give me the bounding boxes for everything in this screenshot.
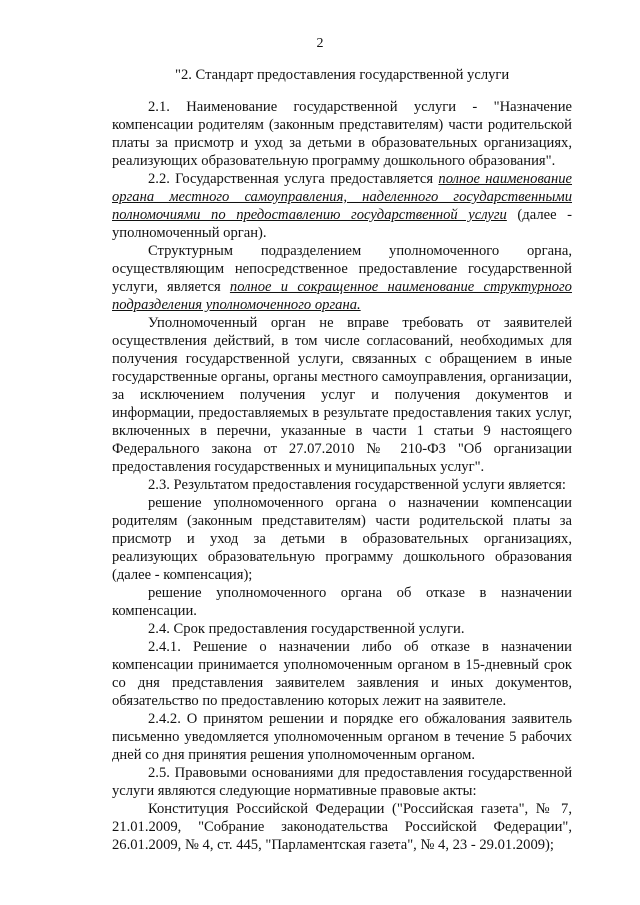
paragraph-p10 [112,710,572,764]
page-number: 2 [316,36,324,51]
paragraph-p6 [112,494,572,584]
paragraph-text: 2.4.2. О принятом решении и порядке его обжалования заявитель письменно уведомляется уполномоченным органом в течение 5 рабочих дней со дня принятия решения уполномоченным органом. [112,711,572,763]
paragraph-p3 [112,242,572,314]
paragraph-text: 2.2. Государственная услуга предоставляется [148,171,439,187]
paragraph-p12 [112,800,572,854]
paragraph-text: 2.4.1. Решение о назначении либо об отказе в назначении компенсации принимается уполномоченным органом в 15-дневный срок со дня представления заявителем заявления и иных документов, обязательство по предоставлению которых лежит на заявителе. [112,639,572,709]
paragraph-p11 [112,764,572,800]
paragraph-text: 2.5. Правовыми основаниями для предоставления государственной услуги являются следующие нормативные правовые акты: [112,765,572,799]
paragraph-text: (далее - уполномоченный орган). [112,207,572,241]
paragraph-text: решение уполномоченного органа об отказе в назначении компенсации. [112,585,572,619]
section-heading: "2. Стандарт предоставления государственной услуги [175,67,510,83]
placeholder-text: полное и сокращенное наименование структурного подразделения уполномоченного органа. [112,279,572,313]
paragraph-text: Уполномоченный орган не вправе требовать от заявителей осуществления действий, в том числе согласований, необходимых для получения государственной услуги, связанных с обращением в иные государственные органы, органы местного самоуправления, организации, за исключением получения услуг и получения документов и информации, предоставляемых в результате предоставления таких услуг, включенных в перечни, указанные в части 1 статьи 9 настоящего Федерального закона от 27.07.2010 № 210-ФЗ "Об организации предоставления государственных и муниципальных услуг". [112,315,572,475]
paragraph-text: решение уполномоченного органа о назначении компенсации родителям (законным представителям) части родительской платы за присмотр и уход за детьми в образовательных организациях, реализующих образовательную программу дошкольного образования (далее - компенсация); [112,495,572,583]
paragraph-text: 2.3. Результатом предоставления государственной услуги является: [148,477,566,493]
paragraph-p1 [112,98,572,170]
paragraph-p8 [112,620,572,638]
paragraph-p7 [112,584,572,620]
paragraph-p4 [112,314,572,476]
paragraph-p5 [112,476,572,494]
paragraph-text: 2.4. Срок предоставления государственной услуги. [148,621,465,637]
paragraph-text: Конституция Российской Федерации ("Российская газета", № 7, 21.01.2009, "Собрание законодательства Российской Федерации", 26.01.2009, № 4, ст. 445, "Парламентская газета", № 4, 23 - 29.01.2009); [112,801,572,853]
paragraph-text: Структурным подразделением уполномоченного органа, осуществляющим непосредственное предоставление государственной услуги, является [112,243,572,295]
paragraph-p2 [112,170,572,242]
placeholder-text: полное наименование органа местного самоуправления, наделенного государственными полномочиями по предоставлению государственной услуги [112,171,572,223]
paragraph-text: 2.1. Наименование государственной услуги - "Назначение компенсации родителям (законным представителям) части родительской платы за присмотр и уход за детьми в образовательных организациях, реализующих образовательную программу дошкольного образования". [112,99,572,169]
paragraph-p9 [112,638,572,710]
document-body [112,98,572,854]
